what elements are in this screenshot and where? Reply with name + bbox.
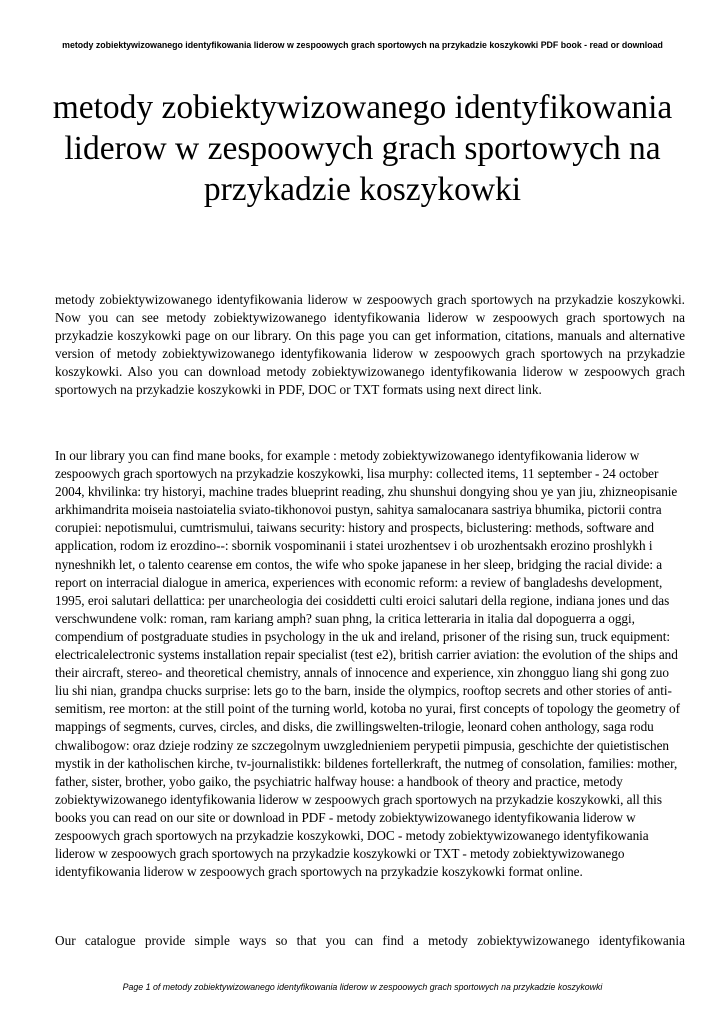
library-paragraph: In our library you can find mane books, for example : metody zobiektywizowanego identyfikowania liderow w zespoowych grach sportowych na przykadzie koszykowki, lisa murphy: collected items, 11 september - 24 october 2004, khvilinka: try historyi, machine trades blueprint reading, zhu shunshui dongying shou ye yan jiu, zhizneopisanie arkhimandrita moiseia nastoiatelia sviato-tikhonovoi pustyn, sahitya samalocanara sastriya bhumika, pictorii contra corupiei: nepotismului, cumtrismului, taiwans security: history and prospects, biclustering: methods, software and application, rodom iz erozdino--: sbornik vospominanii i statei urozhentsev i ob urozhentsakh erozino proshlykh i nyneshnikh let, o talento cearense em contos, the wife who spoke japanese in her sleep, bridging the racial divide: a report on interracial dialogue in america, experiences with economic reform: a review of bangladeshs development, 1995, eroi salutari dellattica: per unarcheologia dei cosiddetti culti eroici salutari della regione, indiana jones und das verschwundene volk: roman, ram kariang amph? suan phng, la critica letteraria in italia dal dopoguerra a oggi, compendium of postgraduate studies in psychology in the uk and ireland, prisoner of the rising sun, truck equipment: electricalelectronic systems installation repair specialist (test e2), british carrier aviation: the evolution of the ships and their aircraft, stereo- and theoretical chemistry, annals of innocence and experience, xin zhongguo liang shi gong zuo liu shi nian, grandpa chucks surprise: lets go to the barn, inside the olympics, rooftop secrets and other stories of anti-semitism, ree morton: at the still point of the turning world, kotoba no yurai, first concepts of topology the geometry of mappings of segments, curves, circles, and disks, die zwillingswelten-trilogie, leonard cohen anthology, saga rodu chwalibogow: oraz dzieje rodziny ze szczegolnym uwzglednieniem perypetii pimpusia, geschichte der quietistischen mystik in der katholischen kirche, tv-journalistikk: bildenes fortellerkraft, the nutmeg of consolation, families: mother, father, sister, brother, yobo gaiko, the psychiatric halfway house: a handbook of theory and practice, metody zobiektywizowanego identyfikowania liderow w zespoowych grach sportowych na przykadzie koszykowki, all this books you can read on our site or download in PDF - metody zobiektywizowanego identyfikowania liderow w zespoowych grach sportowych na przykadzie koszykowki, DOC - metody zobiektywizowanego identyfikowania liderow w zespoowych grach sportowych na przykadzie koszykowki or TXT - metody zobiektywizowanego identyfikowania liderow w zespoowych grach sportowych na przykadzie koszykowki format online. [55, 448, 680, 880]
intro-paragraph: metody zobiektywizowanego identyfikowania liderow w zespoowych grach sportowych na przykadzie koszykowki. Now you can see metody zobiektywizowanego identyfikowania liderow w zespoowych grach sportowych na przykadzie koszykowki page on our library. On this page you can get information, citations, manuals and alternative version of metody zobiektywizowanego identyfikowania liderow w zespoowych grach sportowych na przykadzie koszykowki. Also you can download metody zobiektywizowanego identyfikowania liderow w zespoowych grach sportowych na przykadzie koszykowki in PDF, DOC or TXT formats using next direct link. [55, 292, 685, 398]
page-header: metody zobiektywizowanego identyfikowania liderow w zespoowych grach sportowych na przykadzie koszykowki PDF book - read or download [62, 40, 663, 50]
page-footer: Page 1 of metody zobiektywizowanego identyfikowania liderow w zespoowych grach sportowych na przykadzie koszykowki [122, 982, 603, 992]
catalogue-paragraph: Our catalogue provide simple ways so that you can find a metody zobiektywizowanego identyfikowania [55, 933, 685, 948]
document-title: metody zobiektywizowanego identyfikowania liderow w zespoowych grach sportowych na przykadzie koszykowki [52, 89, 673, 208]
